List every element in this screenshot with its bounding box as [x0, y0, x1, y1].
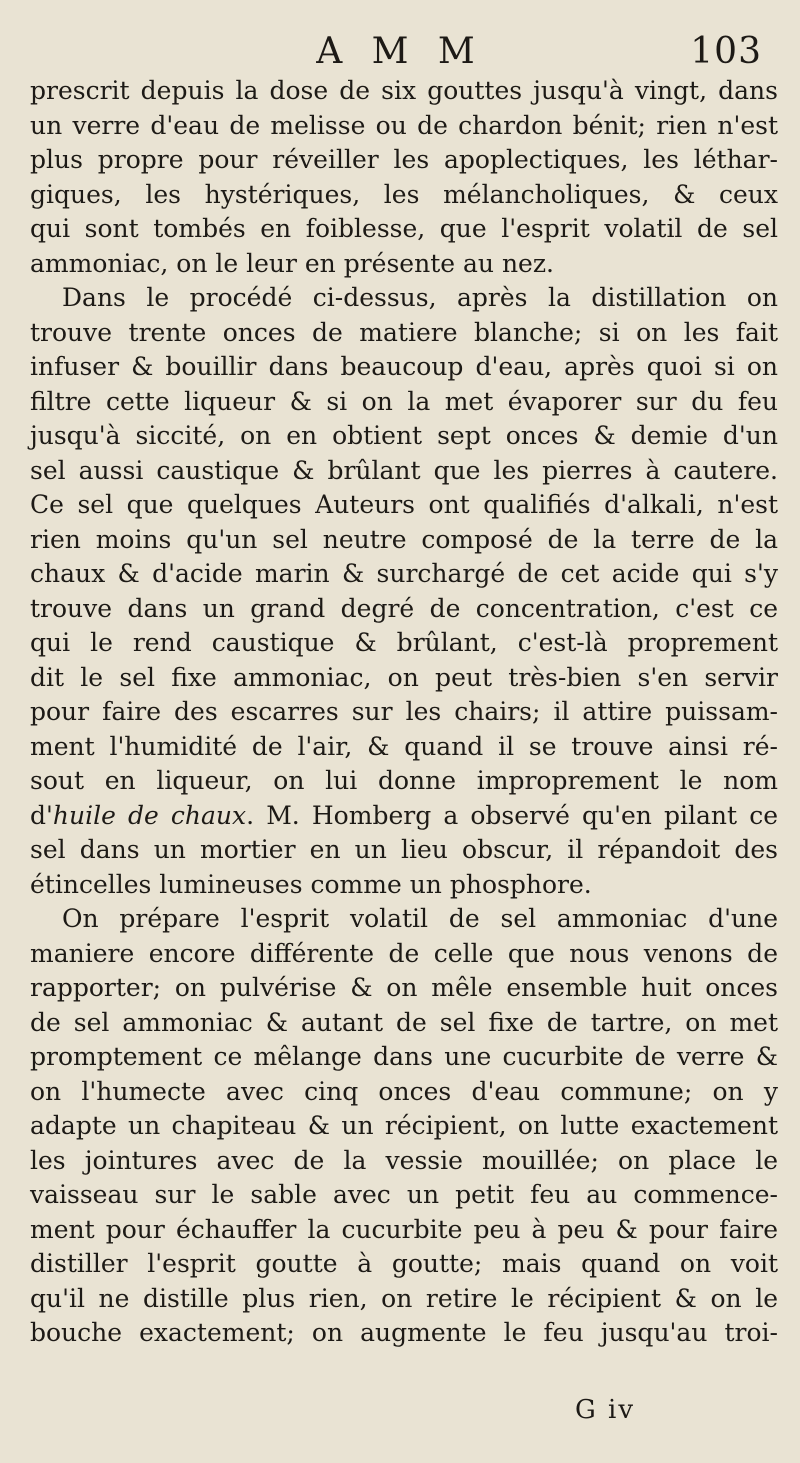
text-line: un verre d'eau de melisse ou de chardon bénit; rien n'est [30, 110, 778, 140]
text-line: ammoniac, on le leur en présente au nez. [30, 248, 554, 278]
text-line: adapte un chapiteau & un récipient, on lutte exactement [30, 1111, 778, 1140]
text-line: On prépare l'esprit volatil de sel ammoniac d'une [62, 904, 778, 933]
signature-mark: G iv [575, 1395, 636, 1425]
text-line: distiller l'esprit goutte à goutte; mais quand on voit [30, 1249, 778, 1278]
text-line: giques, les hystériques, les mélancholiques, & ceux [30, 179, 778, 209]
text-line: dit le sel fixe ammoniac, on peut très-bien s'en servir [30, 662, 778, 692]
text-line: Dans le procédé ci-dessus, après la distillation on [62, 283, 778, 312]
page-number: 103 [690, 31, 762, 72]
text-line: pour faire des escarres sur les chairs; il attire puissam- [30, 697, 778, 726]
text-line: promptement ce mêlange dans une cucurbite de verre & [30, 1042, 778, 1071]
text-line: jusqu'à siccité, on en obtient sept onces & demie d'un [30, 421, 778, 450]
text-line: chaux & d'acide marin & surchargé de cet acide qui s'y [30, 559, 778, 588]
text-line: infuser & bouillir dans beaucoup d'eau, après quoi si on [30, 352, 778, 381]
text-line: ment l'humidité de l'air, & quand il se trouve ainsi ré- [30, 731, 778, 761]
text-line: trouve trente onces de matiere blanche; si on les fait [30, 317, 778, 347]
text-line: maniere encore différente de celle que nous venons de [30, 938, 778, 968]
text-line: trouve dans un grand degré de concentration, c'est ce [30, 593, 778, 623]
text-line: d'huile de chaux. M. Homberg a observé qu'en pilant ce [30, 800, 778, 830]
paragraph-3 [30, 902, 778, 1351]
text-line: qu'il ne distille plus rien, on retire le récipient & on le [30, 1283, 778, 1313]
text-line: sel dans un mortier en un lieu obscur, il répandoit des [30, 835, 778, 864]
paragraph-2 [30, 281, 778, 902]
text-line: qui sont tombés en foiblesse, que l'esprit volatil de sel [30, 214, 778, 243]
text-line: rien moins qu'un sel neutre composé de la terre de la [30, 524, 778, 554]
italic-term: huile de chaux [52, 800, 247, 830]
page-body [30, 74, 778, 1351]
text-line: les jointures avec de la vessie mouillée; on place le [30, 1145, 778, 1175]
text-line: bouche exactement; on augmente le feu jusqu'au troi- [30, 1318, 778, 1347]
text-line: filtre cette liqueur & si on la met évaporer sur du feu [30, 386, 778, 416]
text-line: Ce sel que quelques Auteurs ont qualifiés d'alkali, n'est [30, 490, 778, 519]
text-line: de sel ammoniac & autant de sel fixe de tartre, on met [30, 1007, 778, 1037]
text-line: qui le rend caustique & brûlant, c'est-là proprement [30, 628, 778, 657]
page-header [0, 30, 800, 74]
text-line: plus propre pour réveiller les apoplectiques, les léthar- [30, 145, 778, 174]
text-line: sel aussi caustique & brûlant que les pierres à cautere. [30, 455, 778, 485]
text-line: prescrit depuis la dose de six gouttes jusqu'à vingt, dans [30, 76, 778, 105]
text-line: on l'humecte avec cinq onces d'eau commune; on y [30, 1076, 778, 1106]
running-head: A M M [316, 31, 484, 72]
text-line: étincelles lumineuses comme un phosphore. [30, 869, 592, 899]
text-line: sout en liqueur, on lui donne improprement le nom [30, 766, 778, 795]
paragraph-1 [30, 74, 778, 281]
text-line: rapporter; on pulvérise & on mêle ensemble huit onces [30, 973, 778, 1002]
text-line: vaisseau sur le sable avec un petit feu au commence- [30, 1180, 778, 1209]
text-line: ment pour échauffer la cucurbite peu à peu & pour faire [30, 1214, 778, 1244]
